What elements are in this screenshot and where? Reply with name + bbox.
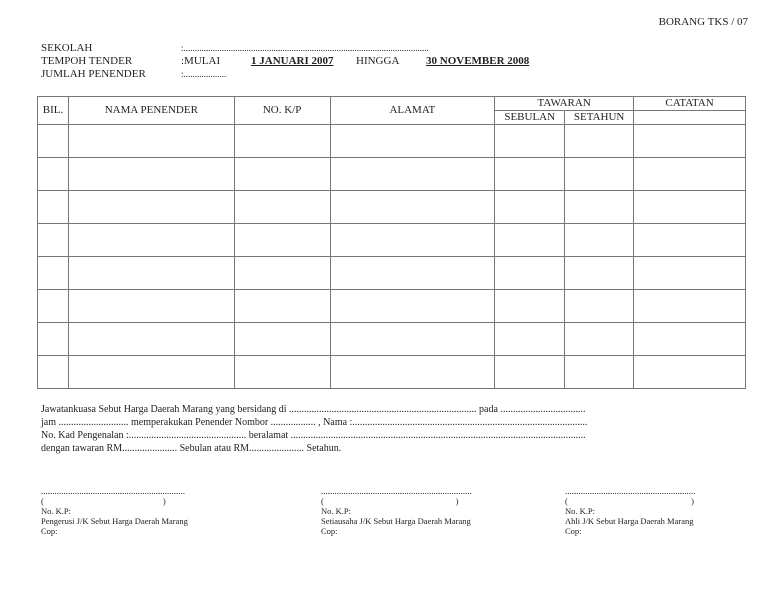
role-label: Pengerusi J/K Sebut Harga Daerah Marang [41,516,188,526]
table-cell[interactable] [68,290,234,323]
col-monthly-header: SEBULAN [495,111,565,125]
table-cell[interactable] [234,290,330,323]
table-cell[interactable] [68,323,234,356]
table-cell[interactable] [495,158,565,191]
table-cell[interactable] [495,356,565,389]
table-cell[interactable] [495,224,565,257]
table-cell[interactable] [495,191,565,224]
table-cell[interactable] [68,224,234,257]
col-bil-header: BIL. [38,97,69,125]
tender-table [37,96,746,389]
table-row [38,125,746,158]
statement-line-3: No. Kad Pengenalan :............................................... beralamat ...................................................................................................................... [41,430,586,441]
table-cell[interactable] [68,125,234,158]
table-cell[interactable] [234,125,330,158]
table-cell[interactable] [495,323,565,356]
signature-member [565,486,696,536]
table-cell[interactable] [495,257,565,290]
table-cell[interactable] [634,191,746,224]
signature-line[interactable]: .......................................................... [565,486,696,496]
statement-line-2: jam ............................ memperakukan Penender Nombor .................. , Nama :.............................................................................................. [41,417,588,428]
table-cell[interactable] [330,356,495,389]
col-offer-header: TAWARAN [495,97,634,111]
table-cell[interactable] [634,290,746,323]
table-cell[interactable] [330,125,495,158]
count-label: JUMLAH PENENDER [41,68,146,80]
table-cell[interactable] [634,125,746,158]
col-yearly-header: SETAHUN [565,111,634,125]
statement-line-4: dengan tawaran RM...................... Sebulan atau RM...................... Setahun. [41,443,342,454]
table-cell[interactable] [330,158,495,191]
table-cell[interactable] [634,158,746,191]
table-cell[interactable] [330,224,495,257]
school-value[interactable]: :............................................................................................................. [181,43,429,53]
stamp-label: Cop: [321,526,338,536]
col-address-header: ALAMAT [330,97,495,125]
table-cell[interactable] [495,125,565,158]
table-cell[interactable] [634,224,746,257]
stamp-label: Cop: [41,526,58,536]
table-cell[interactable] [38,158,69,191]
table-cell[interactable] [234,158,330,191]
table-cell[interactable] [565,356,634,389]
table-cell[interactable] [634,356,746,389]
table-row [38,356,746,389]
form-code: BORANG TKS / 07 [658,16,748,28]
start-label: :MULAI [181,55,221,67]
period-label: TEMPOH TENDER [41,55,133,67]
table-row [38,224,746,257]
table-row [38,191,746,224]
ic-label: No. K.P: [321,506,351,516]
signature-line[interactable]: ................................................................ [41,486,185,496]
table-cell[interactable] [68,257,234,290]
col-notes-sub [634,111,746,125]
table-cell[interactable] [234,191,330,224]
name-brackets: ( ) [41,496,166,506]
table-cell[interactable] [565,257,634,290]
ic-label: No. K.P: [41,506,71,516]
table-cell[interactable] [565,191,634,224]
table-row [38,257,746,290]
table-row [38,290,746,323]
table-cell[interactable] [234,356,330,389]
table-cell[interactable] [565,290,634,323]
statement-line-1: Jawatankuasa Sebut Harga Daerah Marang yang bersidang di ........................................................................... pada .................................. [41,404,586,415]
col-ic-header: NO. K/P [234,97,330,125]
name-brackets: ( ) [565,496,694,506]
table-cell[interactable] [38,323,69,356]
table-cell[interactable] [68,191,234,224]
table-cell[interactable] [68,356,234,389]
table-cell[interactable] [38,224,69,257]
name-brackets: ( ) [321,496,459,506]
table-cell[interactable] [565,158,634,191]
role-label: Setiausaha J/K Sebut Harga Daerah Marang [321,516,471,526]
role-label: Ahli J/K Sebut Harga Daerah Marang [565,516,694,526]
count-value[interactable]: :................... [181,69,227,79]
table-cell[interactable] [330,323,495,356]
col-notes-header: CATATAN [634,97,746,111]
signature-line[interactable]: ................................................................... [321,486,472,496]
signature-chairman [41,486,188,536]
col-name-header: NAMA PENENDER [68,97,234,125]
table-cell[interactable] [565,125,634,158]
table-cell[interactable] [38,356,69,389]
table-cell[interactable] [38,191,69,224]
school-label: SEKOLAH [41,42,93,54]
table-cell[interactable] [495,290,565,323]
table-cell[interactable] [634,323,746,356]
table-row [38,323,746,356]
start-date: 1 JANUARI 2007 [251,55,334,67]
table-cell[interactable] [234,224,330,257]
table-cell[interactable] [330,290,495,323]
table-cell[interactable] [38,290,69,323]
table-cell[interactable] [330,191,495,224]
table-cell[interactable] [565,323,634,356]
table-cell[interactable] [38,125,69,158]
table-cell[interactable] [634,257,746,290]
table-cell[interactable] [234,323,330,356]
end-date: 30 NOVEMBER 2008 [426,55,530,67]
signature-secretary [321,486,472,536]
table-cell[interactable] [38,257,69,290]
until-label: HINGGA [356,55,400,67]
table-cell[interactable] [234,257,330,290]
table-cell[interactable] [565,224,634,257]
table-cell[interactable] [68,158,234,191]
ic-label: No. K.P: [565,506,595,516]
table-row [38,158,746,191]
table-cell[interactable] [330,257,495,290]
stamp-label: Cop: [565,526,582,536]
